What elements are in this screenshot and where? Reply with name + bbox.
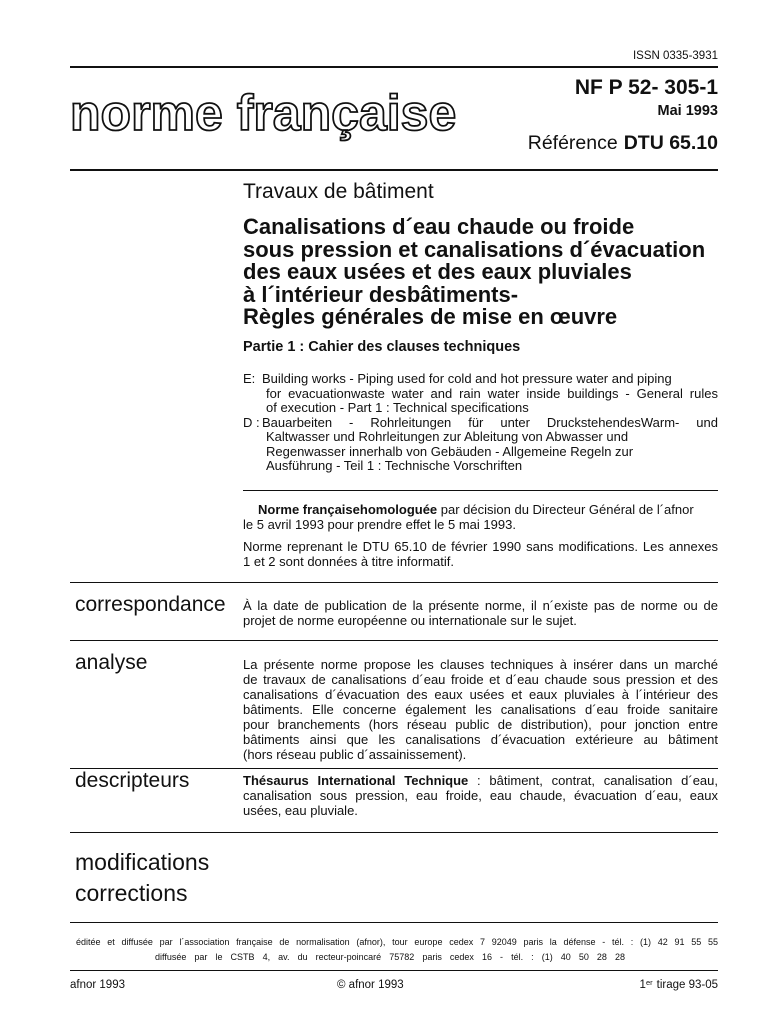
german-title-line xyxy=(243,430,718,445)
section-rule xyxy=(70,640,718,641)
german-title-line xyxy=(243,459,718,474)
note-line: Norme reprenant le DTU 65.10 de février 1990 sans modifications. Les annexes xyxy=(243,539,718,554)
copyright-center: © afnor 1993 xyxy=(337,979,404,991)
title-line: des eaux usées et des eaux pluviales xyxy=(243,259,632,284)
homologation-line: le 5 avril 1993 pour prendre effet le 5 mai 1993. xyxy=(243,517,516,532)
analyse-line: pour branchements (hors réseau public de distribution), pour jonction entre xyxy=(243,717,718,732)
corrections-label: corrections xyxy=(75,880,188,906)
translated-titles xyxy=(243,372,718,474)
analyse-line: de travaux de canalisations d´eau froide et d´eau chaude sous pression et des xyxy=(243,672,718,687)
correspondance-line: À la date de publication de la présente norme, il n´existe pas de norme ou de xyxy=(243,598,718,613)
title-line: Règles générales de mise en œuvre xyxy=(243,304,618,329)
edition-number: 1 xyxy=(639,979,646,991)
homologation-paragraph xyxy=(243,502,718,532)
footer-rule xyxy=(70,922,718,923)
publisher-line: éditée et diffusée par l´association française de normalisation (afnor), tour europe cedex 7 92049 paris la défense - tél. : (1) 42 91 55 55 xyxy=(76,937,718,947)
descripteurs-label: descripteurs xyxy=(75,769,190,792)
analyse-text xyxy=(243,657,718,762)
section-rule xyxy=(70,832,718,833)
modifications-label: modifications xyxy=(75,849,210,875)
english-title-text: of execution - Part 1 : Technical specifications xyxy=(266,401,529,415)
correspondance-line: projet de norme européenne ou internationale sur le sujet. xyxy=(243,613,577,628)
note-paragraph xyxy=(243,539,718,569)
descripteurs-line: canalisation sous pression, eau froide, eau chaude, évacuation d´eau, eaux xyxy=(243,788,718,803)
german-title-text: Bauarbeiten - Rohrleitungen für unter DruckstehendesWarm- und xyxy=(262,415,718,430)
edition-text: tirage 93-05 xyxy=(656,979,718,991)
english-title-text: for evacuationwaste water and rain water inside buildings - General rules xyxy=(266,386,718,401)
distributor-line: diffusée par le CSTB 4, av. du recteur-poincaré 75782 paris cedex 16 - tél. : (1) 40 50 28 28 xyxy=(155,952,625,962)
issn-number: ISSN 0335-3931 xyxy=(632,50,718,62)
descripteurs-line xyxy=(243,773,718,788)
reference-line xyxy=(528,132,718,154)
thesaurus-label: Thésaurus International Technique xyxy=(243,773,469,788)
title-line: Canalisations d´eau chaude ou froide xyxy=(243,214,635,239)
german-title-line xyxy=(243,416,718,431)
homologation-bold: Norme françaisehomologuée xyxy=(258,502,438,517)
homologation-line xyxy=(243,502,718,517)
english-title-line xyxy=(243,387,718,402)
section-rule xyxy=(70,582,718,583)
english-prefix: E: xyxy=(243,371,256,386)
german-title-text: Regenwasser innerhalb von Gebäuden - Allgemeine Regeln zur xyxy=(266,444,634,459)
document-part: Partie 1 : Cahier des clauses techniques xyxy=(243,339,521,355)
analyse-line: canalisations d´évacuation des eaux usées et eaux pluviales à l´intérieur des xyxy=(243,687,718,702)
document-category: Travaux de bâtiment xyxy=(243,180,434,203)
german-title-text: Kaltwasser und Rohrleitungen zur Ableitung von Abwasser und xyxy=(266,430,629,444)
top-rule xyxy=(70,66,718,68)
correspondance-label: correspondance xyxy=(75,593,226,616)
english-title-text: Building works - Piping used for cold and hot pressure water and piping xyxy=(262,372,672,386)
english-title-line xyxy=(243,372,718,387)
header-rule xyxy=(70,169,718,171)
bottom-rule xyxy=(70,970,718,971)
edition-suffix: er xyxy=(645,978,653,987)
title-line: sous pression et canalisations d´évacuation xyxy=(243,236,706,262)
edition-info xyxy=(640,978,718,992)
norme-francaise-logo: norme française xyxy=(70,85,457,141)
homologation-rule xyxy=(243,490,718,491)
german-title-line xyxy=(243,445,718,460)
document-title xyxy=(243,216,718,329)
descripteurs-line: usées, eau pluviale. xyxy=(243,803,358,818)
note-line: 1 et 2 sont données à titre informatif. xyxy=(243,554,455,569)
standard-number: NF P 52- 305-1 xyxy=(574,76,718,99)
analyse-line: (hors réseau public d´assainissement). xyxy=(243,747,467,762)
analyse-line: bâtiments ainsi que les canalisations d´évacuation extérieure au bâtiment xyxy=(243,732,718,747)
german-title-text: Ausführung - Teil 1 : Technische Vorschriften xyxy=(266,459,523,473)
title-line: à l´intérieur desbâtiments- xyxy=(243,281,519,307)
descripteurs-text xyxy=(243,773,718,818)
copyright-left: afnor 1993 xyxy=(70,979,125,991)
german-prefix: D : xyxy=(243,414,260,430)
reference-value: DTU 65.10 xyxy=(623,132,718,154)
descripteurs-keywords: : bâtiment, contrat, canalisation d´eau, xyxy=(468,773,718,788)
correspondance-text xyxy=(243,598,718,628)
homologation-text: par décision du Directeur Général de l´afnor xyxy=(437,502,694,517)
english-title-line xyxy=(243,401,718,416)
publication-date: Mai 1993 xyxy=(657,103,718,119)
reference-label: Référence xyxy=(527,132,618,154)
analyse-line: bâtiments. Elle concerne également les canalisations d´eau froide sanitaire xyxy=(243,702,718,717)
analyse-label: analyse xyxy=(75,651,148,674)
analyse-line: La présente norme propose les clauses techniques à insérer dans un marché xyxy=(243,657,718,672)
